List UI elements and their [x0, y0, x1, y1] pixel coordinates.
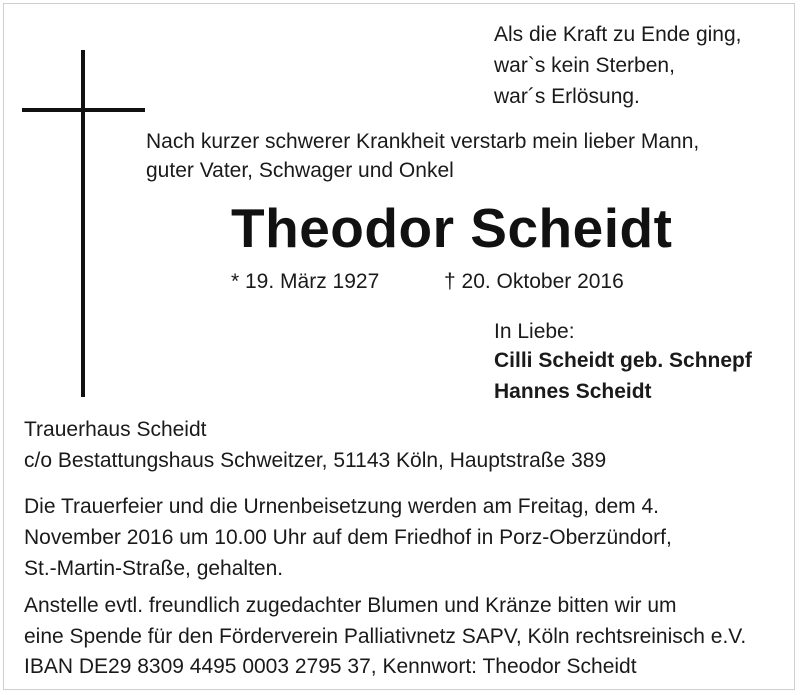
cross-icon-vertical-bar	[81, 50, 85, 397]
address-line: c/o Bestattungshaus Schweitzer, 51143 Köln, Hauptstraße 389	[24, 449, 607, 472]
notice-border	[3, 3, 795, 690]
death-date: † 20. Oktober 2016	[444, 270, 624, 293]
intro-line: guter Vater, Schwager und Onkel	[146, 159, 454, 182]
donation-line: Anstelle evtl. freundlich zugedachter Blumen und Kränze bitten wir um	[24, 594, 677, 617]
ceremony-line: Die Trauerfeier und die Urnenbeisetzung werden am Freitag, dem 4.	[24, 495, 660, 518]
mourners-label: In Liebe:	[494, 320, 575, 343]
intro-line: Nach kurzer schwerer Krankheit verstarb mein lieber Mann,	[146, 130, 700, 153]
ceremony-line: November 2016 um 10.00 Uhr auf dem Friedhof in Porz-Oberzündorf,	[24, 526, 672, 549]
deceased-name: Theodor Scheidt	[231, 197, 673, 259]
address-line: Trauerhaus Scheidt	[24, 418, 207, 441]
poem-line: Als die Kraft zu Ende ging,	[494, 23, 742, 46]
mourner-name: Hannes Scheidt	[494, 380, 652, 403]
donation-line: IBAN DE29 8309 4495 0003 2795 37, Kennwort: Theodor Scheidt	[24, 655, 637, 678]
poem-line: war`s kein Sterben,	[494, 54, 675, 77]
birth-date: * 19. März 1927	[231, 270, 380, 293]
ceremony-line: St.-Martin-Straße, gehalten.	[24, 557, 284, 580]
mourner-name: Cilli Scheidt geb. Schnepf	[494, 349, 752, 372]
cross-icon-horizontal-bar	[22, 108, 145, 112]
poem-line: war´s Erlösung.	[494, 85, 640, 108]
donation-line: eine Spende für den Förderverein Palliativnetz SAPV, Köln rechtsreinisch e.V.	[24, 625, 747, 648]
